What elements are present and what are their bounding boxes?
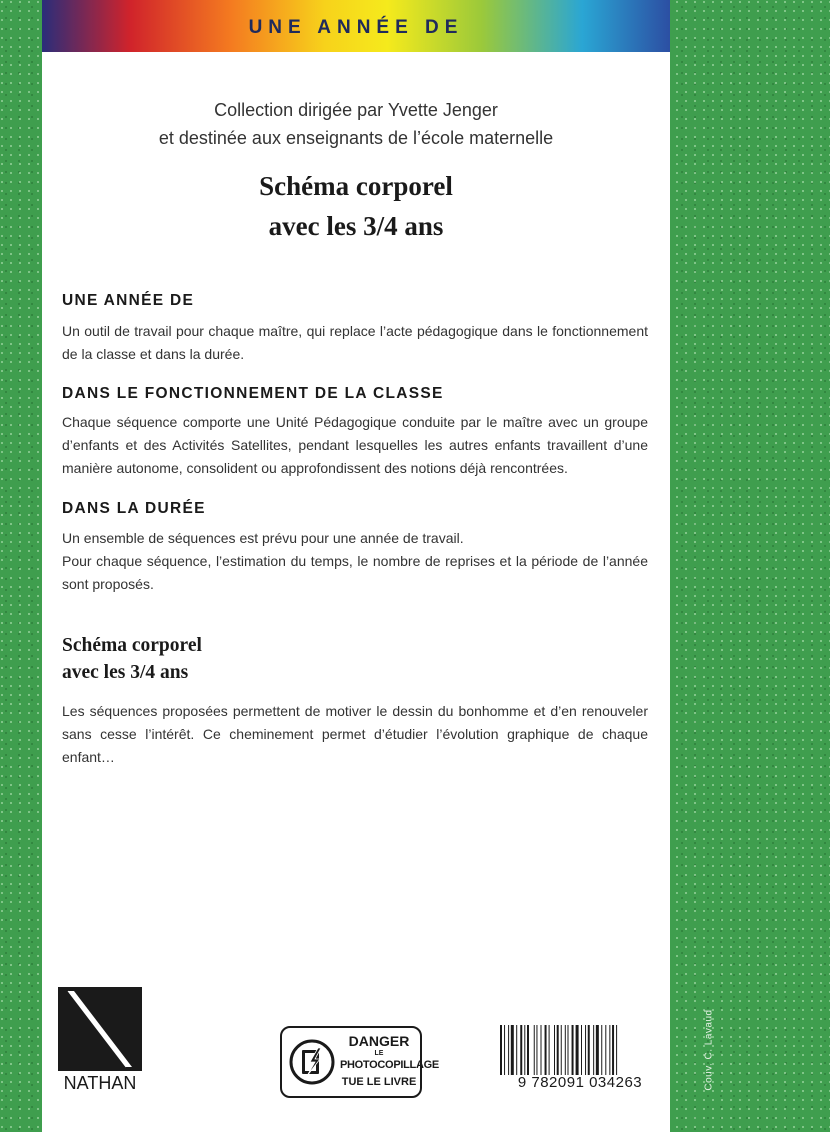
danger-photocopy-badge bbox=[280, 1026, 439, 1098]
no-photocopy-icon bbox=[288, 1038, 336, 1086]
logo-mark bbox=[58, 987, 142, 1071]
isbn-number: 9 782091 034263 bbox=[517, 1074, 643, 1091]
n-emblem-icon bbox=[58, 987, 142, 1071]
cover-page bbox=[42, 0, 670, 1132]
danger-article: LE bbox=[374, 1050, 384, 1057]
book-title-line-2: avec les 3/4 ans bbox=[268, 211, 444, 241]
credit-text: Couv. C. Lavaud bbox=[703, 1009, 715, 1091]
collection-line-2: et destinée aux enseignants de l’école maternelle bbox=[158, 128, 554, 148]
isbn-barcode bbox=[498, 1025, 666, 1075]
section-heading: UNE ANNÉE DE bbox=[62, 292, 195, 309]
section-heading: DANS LE FONCTIONNEMENT DE LA CLASSE bbox=[62, 385, 444, 402]
book-title-line-1: Schéma corporel bbox=[259, 171, 453, 201]
section-text bbox=[62, 527, 648, 596]
danger-photocopy: PHOTOCOPILLAGE bbox=[340, 1059, 439, 1071]
nathan-logo bbox=[56, 987, 144, 1097]
publisher-name: NATHAN bbox=[63, 1073, 137, 1093]
section-text: Un outil de travail pour chaque maître, qui replace l’acte pédagogique dans le fonctionnement de la classe et dans la durée. bbox=[62, 323, 648, 362]
section-text: Chaque séquence comporte une Unité Pédagogique conduite par le maître avec un groupe d’enfants et des Activités Satellites, pendant lesquelles les autres enfants travaillent d’une manière autonome, consolident ou approfondissent des notions déjà rencontrées. bbox=[62, 414, 648, 476]
subtitle-line-1: Schéma corporel bbox=[62, 635, 202, 656]
section-heading: DANS LA DURÉE bbox=[62, 500, 206, 517]
danger-word: DANGER bbox=[348, 1033, 410, 1049]
danger-kills-book: TUE LE LIVRE bbox=[341, 1076, 417, 1088]
rainbow-banner bbox=[42, 0, 670, 52]
section-text-line: Pour chaque séquence, l’estimation du temps, le nombre de reprises et la période de l’année sont proposés. bbox=[62, 553, 648, 592]
collection-line-1: Collection dirigée par Yvette Jenger bbox=[214, 100, 498, 120]
subtitle-line-2: avec les 3/4 ans bbox=[62, 662, 189, 683]
description-text: Les séquences proposées permettent de motiver le dessin du bonhomme et d’en renouveler sans cesse l’intérêt. Ce cheminement permet d’étudier l’évolution graphique de chaque enfant… bbox=[62, 703, 648, 765]
cover-credit bbox=[701, 1000, 717, 1100]
series-title: UNE ANNÉE DE bbox=[248, 17, 464, 38]
section-text-line: Un ensemble de séquences est prévu pour une année de travail. bbox=[62, 530, 464, 546]
